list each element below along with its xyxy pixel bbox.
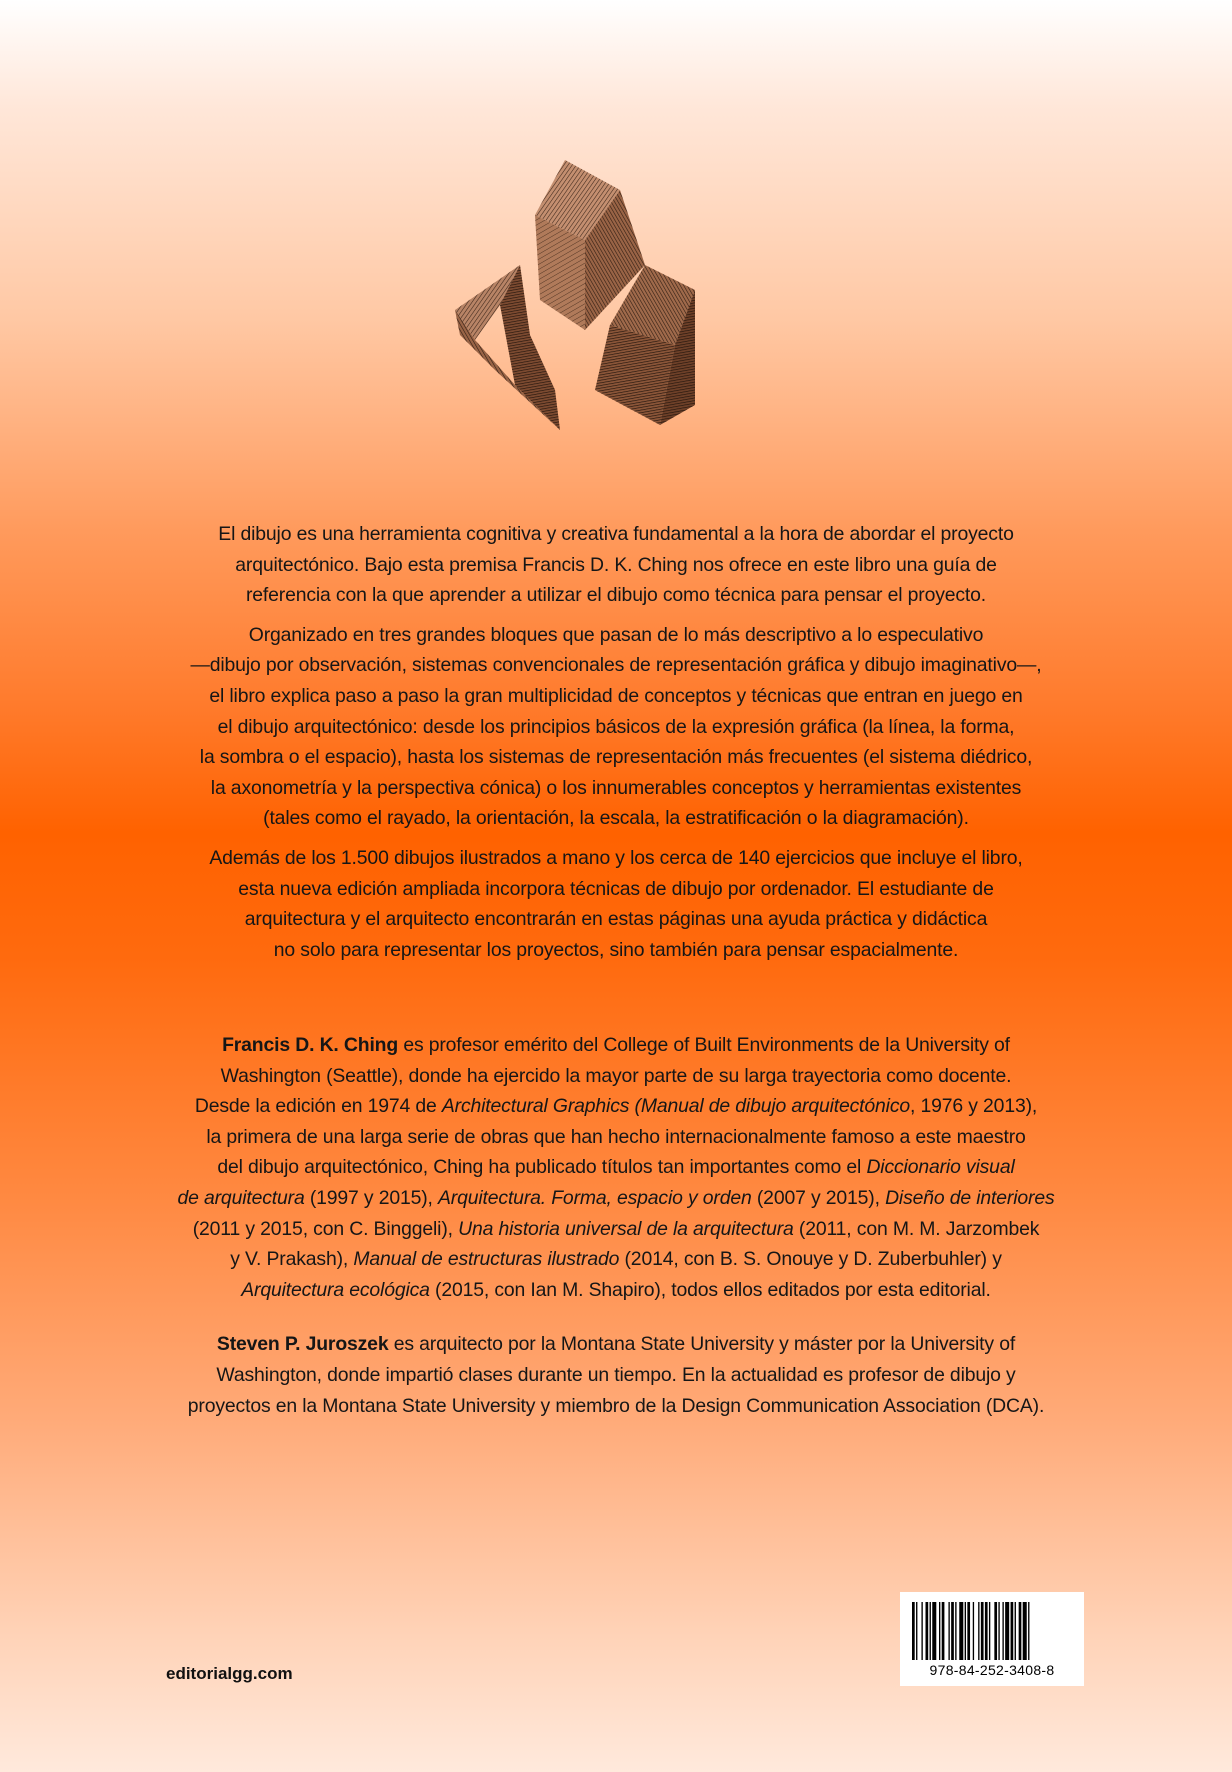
barcode-bar: [955, 1602, 956, 1660]
author-name: Francis D. K. Ching: [222, 1034, 399, 1056]
barcode-bar: [1002, 1602, 1003, 1660]
bio-ching: Francis D. K. Ching es profesor emérito del College of Built Environments de la University of Washington (Seattle), donde ha ejercido la mayor parte de su larga trayectoria como docente. Desde la edición en 1974 de Architectural Graphics (Manual de dibujo arquitectónico, 1976 y 2013), la primera de una larga serie de obras que han hecho internacionalmente famoso a este maestro del dibujo arquitectónico, Ching ha publicado títulos tan importantes como el Diccionario visual de arquitectura (1997 y 2015), Arquitectura. Forma, espacio y orden (2007 y 2015), Diseño de interiores (2011 y 2015, con C. Binggeli), Una historia universal de la arquitectura (2011, con M. M. Jarzombek y V. Prakash), Manual de estructuras ilustrado (2014, con B. S. Onouye y D. Zuberbuhler) y Arquitectura ecológica (2015, con Ian M. Shapiro), todos ellos editados por esta editorial.: [177, 1034, 1055, 1301]
barcode-bar: [951, 1602, 954, 1660]
barcode-bar: [948, 1602, 949, 1660]
author-bios: [150, 1030, 1082, 1445]
description-line: Organizado en tres grandes bloques que pasan de lo más descriptivo a lo especulativo: [248, 623, 984, 646]
book-title: Diccionario visual: [866, 1156, 1015, 1179]
description-line: El dibujo es una herramienta cognitiva y creativa fundamental a la hora de abordar el proyecto: [218, 523, 1014, 545]
description-line: el dibujo arquitectónico: desde los principios básicos de la expresión gráfica (la línea, la forma,: [217, 715, 1015, 738]
book-title: de arquitectura: [177, 1186, 305, 1209]
barcode-bar: [967, 1602, 970, 1660]
barcode-bar: [912, 1602, 915, 1660]
book-title: Diseño de interiores: [885, 1186, 1055, 1209]
description-text: [150, 519, 1082, 974]
barcode-bar: [981, 1602, 984, 1660]
barcode-bar: [994, 1602, 997, 1660]
book-title: Arquitectura. Forma, espacio y orden: [438, 1186, 752, 1209]
description-line: (tales como el rayado, la orientación, la escala, la estratificación o la diagramación).: [263, 807, 969, 830]
barcode-bar: [965, 1602, 966, 1660]
publisher-website[interactable]: editorialgg.com: [166, 1664, 293, 1683]
barcode-bar: [932, 1602, 936, 1660]
description-line: la sombra o el espacio), hasta los sistemas de representación más frecuentes (el sistema diédrico,: [199, 746, 1033, 769]
description-line: referencia con la que aprender a utilizar el dibujo como técnica para pensar el proyecto.: [245, 584, 987, 607]
book-title: Una historia universal de la arquitectura: [458, 1217, 794, 1240]
author-name: Steven P. Juroszek: [216, 1333, 389, 1356]
barcode-bar: [921, 1602, 922, 1660]
barcode-icon: [910, 1602, 1074, 1662]
hatched-cubes-illustration: [455, 160, 795, 460]
barcode-bar: [1019, 1602, 1022, 1660]
barcode-bar: [942, 1602, 945, 1660]
description-line: —dibujo por observación, sistemas convencionales de representación gráfica y dibujo imaginativo—,: [190, 654, 1042, 677]
barcode-bar: [998, 1602, 999, 1660]
isbn-number: 978-84-252-3408-8: [929, 1662, 1055, 1678]
barcode-bar: [1015, 1602, 1016, 1660]
book-title: Manual de estructuras ilustrado: [353, 1248, 620, 1271]
barcode-bar: [985, 1602, 988, 1660]
barcode-bar: [978, 1602, 979, 1660]
description-line: la axonometría y la perspectiva cónica) o los innumerables conceptos y herramientas existentes: [210, 776, 1022, 799]
book-title: Arquitectura ecológica: [241, 1278, 430, 1301]
barcode-bar: [989, 1602, 990, 1660]
bio-juroszek: Steven P. Juroszek es arquitecto por la Montana State University y máster por la University of Washington, donde impartió clases durante un tiempo. En la actualidad es profesor de dibujo y proyectos en la Montana State University y miembro de la Design Communication Association (DCA).: [187, 1333, 1045, 1417]
book-title: Architectural Graphics (Manual de dibujo arquitectónico: [441, 1095, 911, 1118]
description-line: arquitectónico. Bajo esta premisa Francis D. K. Ching nos ofrece en este libro una guía de: [235, 553, 997, 576]
description-line: Además de los 1.500 dibujos ilustrados a mano y los cerca de 140 ejercicios que incluye el libro,: [209, 846, 1023, 869]
barcode-bar: [926, 1602, 929, 1660]
barcode-bar: [1011, 1602, 1014, 1660]
description-line: esta nueva edición ampliada incorpora técnicas de dibujo por ordenador. El estudiante de: [238, 877, 994, 900]
barcode-bar: [1005, 1602, 1009, 1660]
barcode-bar: [1028, 1602, 1029, 1660]
barcode-bar: [973, 1602, 974, 1660]
barcode-bar: [930, 1602, 931, 1660]
description-line: el libro explica paso a paso la gran multiplicidad de conceptos y técnicas que entran en juego en: [209, 684, 1023, 707]
isbn-barcode: [900, 1592, 1084, 1686]
description-line: no solo para representar los proyectos, sino también para pensar espacialmente.: [273, 938, 959, 961]
barcode-bar: [959, 1602, 963, 1660]
barcode-bar: [916, 1602, 917, 1660]
barcode-bar: [1023, 1602, 1027, 1660]
description-line: arquitectura y el arquitecto encontrarán en estas páginas una ayuda práctica y didáctica: [244, 908, 988, 931]
barcode-bar: [939, 1602, 940, 1660]
